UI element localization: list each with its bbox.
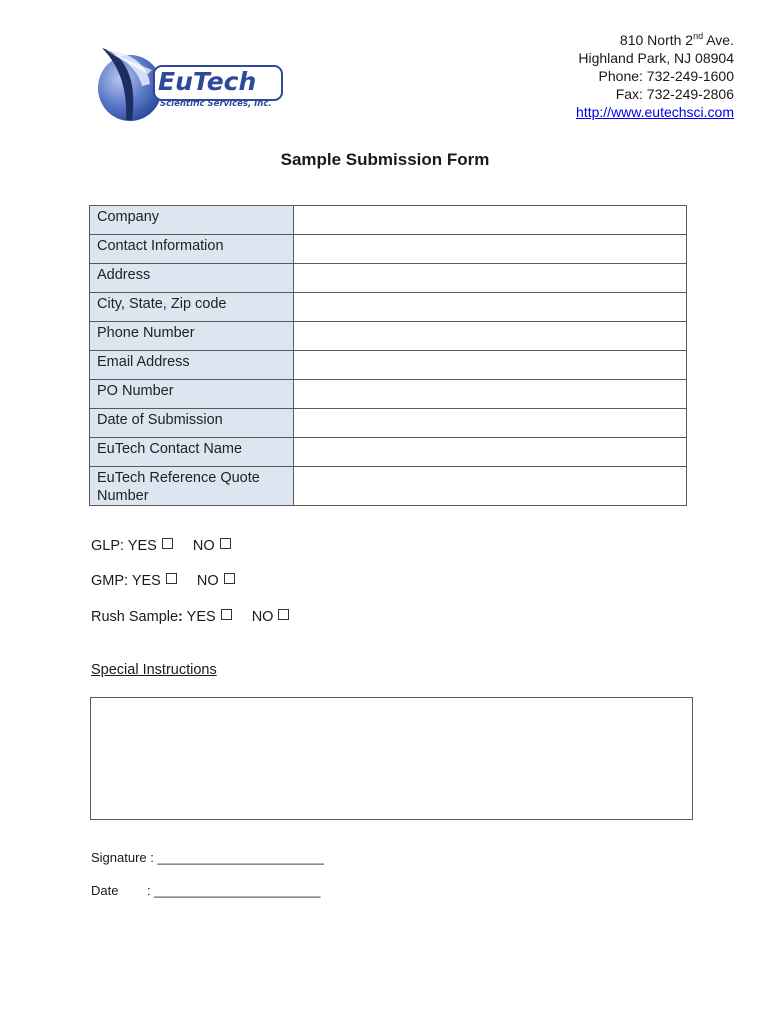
website-link[interactable]: http://www.eutechsci.com: [576, 104, 734, 120]
date-line[interactable]: [91, 883, 321, 898]
table-row: [90, 235, 687, 264]
rush-yes-checkbox[interactable]: [221, 609, 232, 620]
address-ordinal: nd: [693, 31, 704, 41]
table-row: [90, 438, 687, 467]
field-input-date-of-submission[interactable]: [294, 409, 687, 438]
submission-fields-table: [89, 205, 687, 506]
field-input-contact-information[interactable]: [294, 235, 687, 264]
field-input-reference-quote-number[interactable]: [294, 467, 687, 506]
fax-number: Fax: 732-249-2806: [615, 86, 734, 102]
company-address: [576, 31, 734, 121]
address-street-suffix: Ave.: [703, 32, 734, 48]
field-label-company: Company: [90, 206, 294, 235]
table-row: [90, 380, 687, 409]
gmp-no-checkbox[interactable]: [224, 573, 235, 584]
special-instructions-box[interactable]: [90, 697, 693, 820]
field-input-eutech-contact-name[interactable]: [294, 438, 687, 467]
table-row: [90, 351, 687, 380]
field-label-phone-number: Phone Number: [90, 322, 294, 351]
special-instructions-heading: Special Instructions: [91, 662, 217, 678]
glp-label: GLP: YES: [91, 538, 157, 554]
glp-no-label: NO: [192, 538, 215, 554]
field-input-po-number[interactable]: [294, 380, 687, 409]
table-row: [90, 264, 687, 293]
field-label-reference-quote-number: EuTech Reference Quote Number: [90, 467, 294, 506]
field-input-company[interactable]: [294, 206, 687, 235]
table-row: [90, 409, 687, 438]
gmp-option: [91, 573, 235, 589]
gmp-no-label: NO: [196, 573, 219, 589]
gmp-label: GMP: YES: [91, 573, 161, 589]
rush-no-label: NO: [251, 609, 274, 625]
signature-line[interactable]: [91, 850, 324, 865]
signature-underline: : _______________________: [150, 850, 324, 865]
glp-yes-checkbox[interactable]: [162, 538, 173, 549]
logo-brand-text: EuTech: [158, 67, 257, 96]
gmp-yes-checkbox[interactable]: [166, 573, 177, 584]
address-street: 810 North 2: [619, 32, 694, 48]
rush-no-checkbox[interactable]: [278, 609, 289, 620]
date-label: Date: [91, 883, 119, 898]
field-label-po-number: PO Number: [90, 380, 294, 409]
table-row: [90, 322, 687, 351]
logo-tagline-text: Scientific Services, Inc.: [160, 99, 272, 109]
address-line-2: Highland Park, NJ 08904: [578, 50, 734, 66]
page-title: Sample Submission Form: [280, 150, 490, 169]
field-label-eutech-contact-name: EuTech Contact Name: [90, 438, 294, 467]
field-label-contact-information: Contact Information: [90, 235, 294, 264]
glp-option: [91, 538, 231, 554]
rush-sample-option: [91, 609, 289, 625]
rush-yes-label: YES: [182, 609, 216, 625]
table-row: [90, 293, 687, 322]
table-row: [90, 206, 687, 235]
field-input-address[interactable]: [294, 264, 687, 293]
phone-number: Phone: 732-249-1600: [598, 68, 734, 84]
field-input-email-address[interactable]: [294, 351, 687, 380]
table-row: [90, 467, 687, 506]
field-input-city-state-zip[interactable]: [294, 293, 687, 322]
signature-label: Signature: [91, 850, 147, 865]
rush-sample-colon: :: [178, 609, 183, 625]
field-label-email-address: Email Address: [90, 351, 294, 380]
eutech-logo: [92, 44, 292, 124]
field-label-city-state-zip: City, State, Zip code: [90, 293, 294, 322]
field-label-date-of-submission: Date of Submission: [90, 409, 294, 438]
glp-no-checkbox[interactable]: [220, 538, 231, 549]
rush-sample-label: Rush Sample: [91, 609, 179, 625]
address-line-1: [576, 31, 734, 49]
field-label-address: Address: [90, 264, 294, 293]
date-underline: : _______________________: [147, 883, 321, 898]
field-input-phone-number[interactable]: [294, 322, 687, 351]
